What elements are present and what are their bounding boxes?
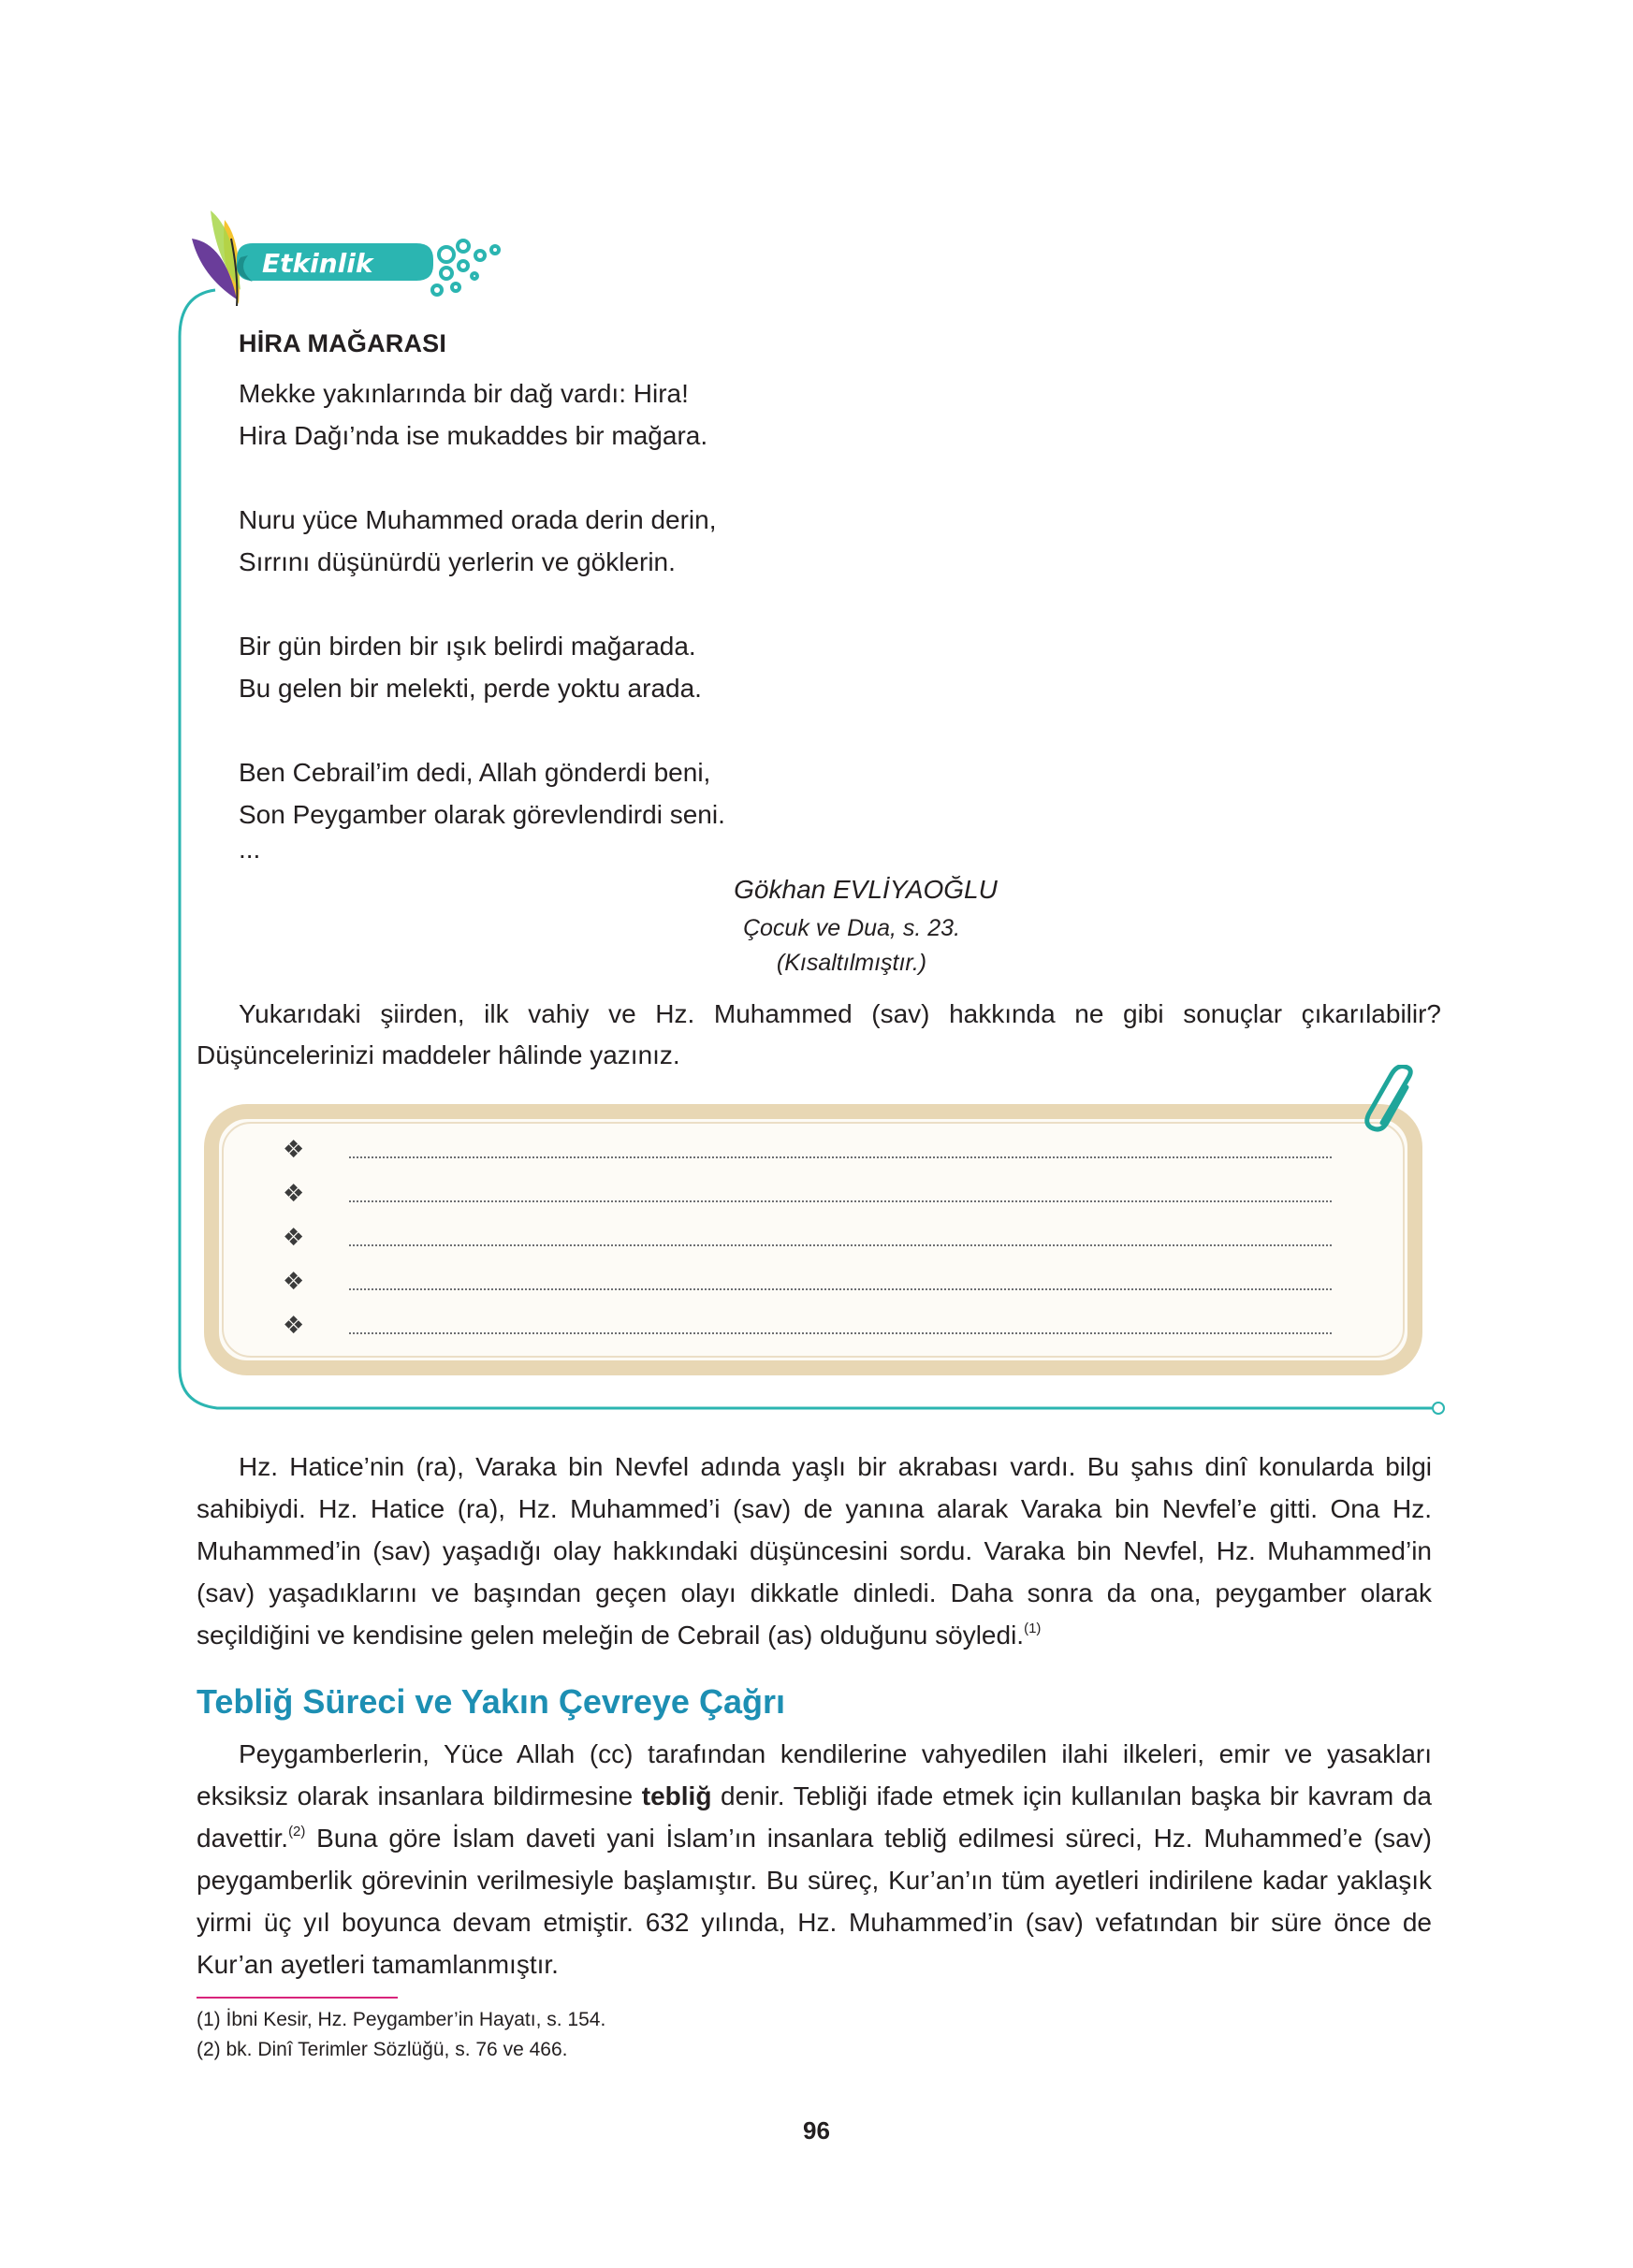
poem-line: Sırrını düşünürdü yerlerin ve göklerin. xyxy=(239,547,676,576)
answer-line-4[interactable] xyxy=(349,1288,1332,1290)
poem-source: Çocuk ve Dua, s. 23. xyxy=(742,915,961,941)
answer-box xyxy=(204,1104,1422,1375)
footnote-ref-1[interactable]: (1) xyxy=(1024,1621,1042,1636)
poem-ellipsis: ... xyxy=(239,835,261,864)
paragraph-text: Buna göre İslam daveti yani İslam’ın insanlara tebliğ edilmesi süreci, Hz. Muhammed’e (sav) peygamberlik görevinin verilmesiyle başlamıştır. Bu süreç, Kur’an’ın tüm ayetleri indirilene kadar yaklaşık yirmi üç yıl boyunca devam etmiştir. 632 yılında, Hz. Muhammed’in (sav) vefatından bir süre önce de Kur’an ayetleri tamamlanmıştır. xyxy=(197,1824,1432,1979)
poem-title: HİRA MAĞARASI xyxy=(239,329,447,357)
paragraph-teblig xyxy=(197,1733,1432,1985)
poem-author: Gökhan EVLİYAOĞLU xyxy=(734,875,998,904)
footnotes xyxy=(197,2005,605,2065)
etkinlik-label: Etkinlik xyxy=(262,248,373,279)
poem-line: Hira Dağı’nda ise mukaddes bir mağara. xyxy=(239,421,708,450)
poem-stanza-2 xyxy=(239,499,725,583)
etkinlik-badge xyxy=(182,201,519,323)
answer-line-3[interactable] xyxy=(349,1244,1332,1246)
feather-icon xyxy=(192,211,241,306)
answer-bullet: ❖ xyxy=(283,1223,305,1251)
footnote-2: (2) bk. Dinî Terimler Sözlüğü, s. 76 ve 466. xyxy=(197,2039,568,2060)
footnote-divider xyxy=(197,1997,398,1999)
poem-line: Ben Cebrail’im dedi, Allah gönderdi beni, xyxy=(239,758,711,787)
activity-question: Yukarıdaki şiirden, ilk vahiy ve Hz. Muhammed (sav) hakkında ne gibi sonuçlar çıkarılabilir? Düşüncelerinizi maddeler hâlinde yazınız. xyxy=(197,999,1441,1069)
paragraph-text: denir. Tebliği ifade etmek için kullanılan başka bir kavram da davettir. xyxy=(197,1781,1433,1853)
poem-stanza-3 xyxy=(239,625,725,709)
page-number: 96 xyxy=(803,2116,830,2144)
footnote-1: (1) İbni Kesir, Hz. Peygamber’in Hayatı, s. 154. xyxy=(197,2009,606,2030)
poem-line: Bir gün birden bir ışık belirdi mağarada. xyxy=(239,632,696,661)
answer-bullet: ❖ xyxy=(283,1135,305,1163)
footnote-ref-2[interactable]: (2) xyxy=(288,1824,306,1839)
poem-line: Mekke yakınlarında bir dağ vardı: Hira! xyxy=(239,379,689,408)
poem-stanza-4 xyxy=(239,751,725,864)
poem-line: Son Peygamber olarak görevlendirdi seni. xyxy=(239,800,725,829)
paperclip-icon xyxy=(1362,1065,1427,1140)
answer-bullet: ❖ xyxy=(283,1267,305,1295)
answer-line-2[interactable] xyxy=(349,1200,1332,1202)
answer-bullet: ❖ xyxy=(283,1311,305,1339)
paragraph-text: Hz. Hatice’nin (ra), Varaka bin Nevfel adında yaşlı bir akrabası vardı. Bu şahıs dinî konularda bilgi sahibiydi. Hz. Hatice (ra), Hz. Muhammed’i (sav) de yanına alarak Varaka bin Nevfel’e gitti. Ona Hz. Muhammed’in (sav) yaşadığı olay hakkındaki düşüncesini sordu. Varaka bin Nevfel, Hz. Muhammed’in (sav) yaşadıklarını ve başından geçen olayı dikkatle dinledi. Daha sonra da ona, peygamber olarak seçildiğini ve kendisine gelen meleğin de Cebrail (as) olduğunu söyledi. xyxy=(197,1452,1432,1650)
poem-note: (Kısaltılmıştır.) xyxy=(776,950,927,976)
poem-line: Bu gelen bir melekti, perde yoktu arada. xyxy=(239,674,702,703)
answer-bullet: ❖ xyxy=(283,1179,305,1207)
poem-stanza-1 xyxy=(239,372,725,457)
paragraph-varaka xyxy=(197,1446,1432,1656)
poem-line: Nuru yüce Muhammed orada derin derin, xyxy=(239,505,717,534)
answer-line-1[interactable] xyxy=(349,1156,1332,1158)
bubbles-icon xyxy=(432,240,499,295)
section-heading: Tebliğ Süreci ve Yakın Çevreye Çağrı xyxy=(197,1682,785,1721)
paragraph-text: Peygamberlerin, Yüce Allah (cc) tarafından kendilerine vahyedilen ilahi ilkeleri, emir ve yasakları eksiksiz olarak insanlara bildirmesine xyxy=(197,1739,1432,1810)
answer-line-5[interactable] xyxy=(349,1332,1332,1334)
bold-term: tebliğ xyxy=(641,1781,712,1810)
poem xyxy=(239,372,725,864)
